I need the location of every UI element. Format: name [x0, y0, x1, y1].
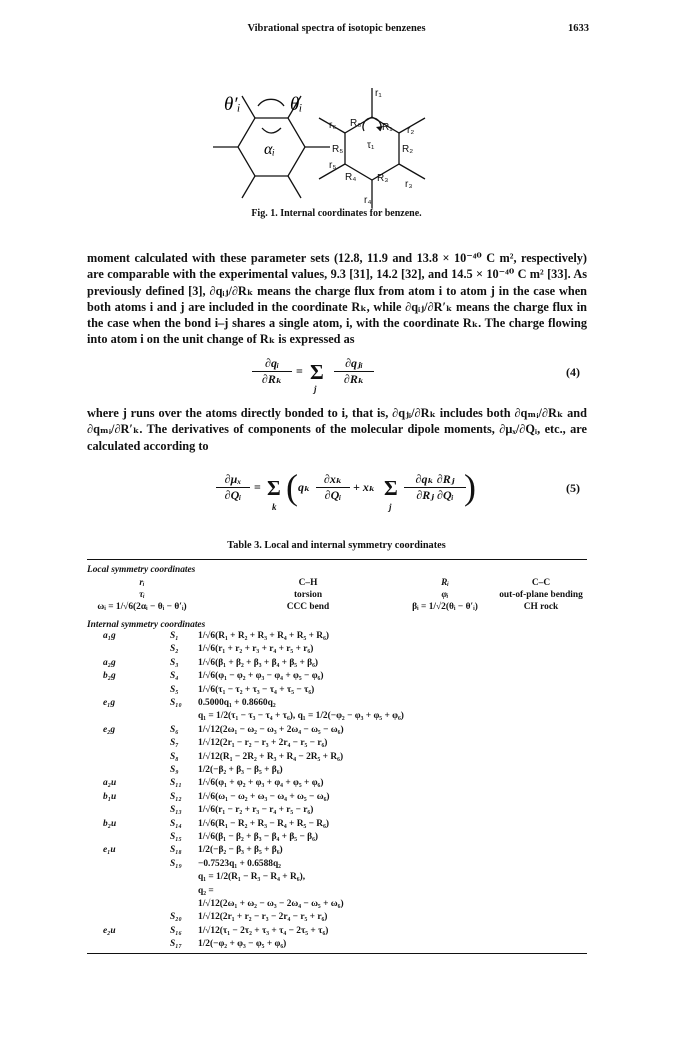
symmetry-coordinate-label: S₁₉ — [170, 859, 182, 869]
symmetry-coordinate-expression: 1/√6(φ₁ − φ₂ + φ₃ − φ₄ + φ₅ − φ₆) — [198, 671, 324, 681]
label-R5: R₅ — [332, 144, 344, 155]
label-r3: r₃ — [405, 179, 413, 190]
symmetry-coordinate-expression: 1/√12(τ₁ − 2τ₂ + τ₃ + τ₄ − 2τ₅ + τ₆) — [198, 926, 329, 936]
symmetry-coordinate-label: S₁₀ — [170, 698, 182, 708]
symmetry-coordinate-label: S₅ — [170, 685, 179, 695]
symmetry-coordinate-label: S₉ — [170, 765, 179, 775]
equation-5: ∂μₓ ∂Qᵢ = Σ k ( qₖ ∂xₖ ∂Qᵢ + xₖ Σ j ∂qₖ ∂Rⱼ ∂Rⱼ ∂Qᵢ ) — [216, 472, 476, 524]
symmetry-coordinate-label: S₈ — [170, 752, 179, 762]
symmetry-coordinate-expression: q₁ = 1/2(τ₁ − τ₃ − τ₄ + τ₆), q₁ = 1/2(−φ₂ − φ₃ + φ₅ + φ₆) — [198, 711, 404, 721]
label-r6: r₆ — [329, 120, 337, 131]
symmetry-coordinate-expression: 1/√6(r₁ + r₂ + r₃ + r₄ + r₅ + r₆) — [198, 644, 314, 654]
symmetry-coordinate-expression: 1/√12(2r₁ + r₂ − r₃ − 2r₄ − r₅ + r₆) — [198, 912, 328, 922]
local-symmetry-heading: Local symmetry coordinates — [87, 565, 196, 575]
symmetry-coordinate-expression: 1/√12(2r₁ − r₂ − r₃ + 2r₄ − r₅ − r₆) — [198, 738, 328, 748]
internal-symmetry-heading: Internal symmetry coordinates — [87, 620, 206, 630]
symmetry-coordinate-label: S₁₁ — [170, 778, 182, 788]
symmetry-coordinate-expression: q₂ = — [198, 886, 214, 896]
symmetry-coordinate-expression: 1/√6(R₁ − R₂ + R₃ − R₄ + R₅ − R₆) — [198, 819, 330, 829]
local-cell: CCC bend — [286, 602, 330, 612]
symmetry-coordinate-label: S₁₄ — [170, 819, 182, 829]
running-header-title: Vibrational spectra of isotopic benzenes — [247, 23, 426, 34]
symmetry-species: e₂g — [103, 725, 116, 735]
symmetry-coordinate-label: S₇ — [170, 738, 179, 748]
local-cell: rᵢ — [139, 578, 145, 588]
symmetry-coordinate-expression: 1/2(−β₂ − β₃ + β₅ + β₆) — [198, 845, 283, 855]
symmetry-coordinate-expression: 1/√12(R₁ − 2R₂ + R₃ + R₄ − 2R₅ + R₆) — [198, 752, 344, 762]
local-cell: out-of-plane bending — [499, 590, 583, 600]
symmetry-coordinate-label: S₂₀ — [170, 912, 182, 922]
local-cell: CH rock — [523, 602, 559, 612]
symmetry-coordinate-label: S₄ — [170, 671, 179, 681]
table-top-rule — [87, 559, 587, 560]
symmetry-coordinate-label: S₂ — [170, 644, 179, 654]
symmetry-species: a₂g — [103, 658, 116, 668]
label-R1: R₁ — [382, 122, 393, 133]
symmetry-coordinate-expression: 1/√12(2ω₁ − ω₂ − ω₃ + 2ω₄ − ω₅ − ω₆) — [198, 725, 344, 735]
symmetry-coordinate-expression: −0.7523q₁ + 0.6588q₂ — [198, 859, 281, 869]
table-bottom-rule — [87, 953, 587, 954]
symmetry-coordinate-label: S₁₅ — [170, 832, 182, 842]
equation-4: ∂qᵢ ∂Rₖ = Σ j ∂qⱼᵢ ∂Rₖ — [252, 356, 382, 396]
label-R4: R₄ — [345, 172, 357, 183]
body-paragraph-2: where j runs over the atoms directly bonded to i, that is, ∂qⱼᵢ/∂Rₖ includes both ∂qₘᵢ/∂Rₖ and ∂qₘᵢ/∂R′ₖ. The derivatives of components of the molecular dipole moments, ∂μₓ/∂Qᵢ, etc., are calculated according to — [87, 406, 587, 453]
symmetry-coordinate-label: S₁₆ — [170, 926, 182, 936]
symmetry-coordinate-expression: 1/√6(β₁ − β₂ + β₃ − β₄ + β₅ − β₆) — [198, 832, 319, 842]
figure-caption: Fig. 1. Internal coordinates for benzene. — [251, 208, 422, 219]
symmetry-species: e₁g — [103, 698, 116, 708]
table-caption: Table 3. Local and internal symmetry coordinates — [227, 540, 446, 551]
label-theta-i: θᵢ — [290, 94, 303, 115]
symmetry-coordinate-expression: 1/2(−β₂ + β₃ − β₅ + β₆) — [198, 765, 283, 775]
label-R3: R₃ — [377, 173, 389, 184]
symmetry-species: e₂u — [103, 926, 116, 936]
symmetry-coordinate-label: S₃ — [170, 658, 179, 668]
symmetry-species: a₂u — [103, 778, 117, 788]
page-number: 1633 — [568, 23, 589, 34]
local-cell: φᵢ — [441, 590, 449, 600]
local-cell: βᵢ = 1/√2(θᵢ − θ′ᵢ) — [412, 602, 478, 612]
label-R2: R₂ — [402, 144, 414, 155]
local-cell: C–C — [531, 578, 551, 588]
figure-internal-coordinates — [0, 0, 673, 230]
label-tau1: τ₁ — [367, 140, 375, 151]
symmetry-coordinate-expression: 1/√6(τ₁ − τ₂ + τ₃ − τ₄ + τ₅ − τ₆) — [198, 685, 315, 695]
symmetry-coordinate-label: S₁₇ — [170, 939, 182, 949]
label-alpha-i: αᵢ — [264, 141, 275, 158]
symmetry-coordinate-expression: 1/√6(R₁ + R₂ + R₃ + R₄ + R₅ + R₆) — [198, 631, 330, 641]
symmetry-coordinate-expression: 1/√6(β₁ + β₂ + β₃ + β₄ + β₅ + β₆) — [198, 658, 319, 668]
symmetry-coordinate-label: S₁₃ — [170, 805, 182, 815]
label-r2: r₂ — [407, 125, 415, 136]
equation-5-number: (5) — [566, 481, 580, 495]
symmetry-coordinate-expression: 0.5000q₁ + 0.8660q₂ — [198, 698, 276, 708]
symmetry-species: b₁u — [103, 792, 117, 802]
symmetry-coordinate-label: S₆ — [170, 725, 179, 735]
local-cell: torsion — [293, 590, 323, 600]
local-cell: C–H — [298, 578, 318, 588]
symmetry-species: b₂u — [103, 819, 117, 829]
symmetry-coordinate-expression: 1/√12(2ω₁ + ω₂ − ω₃ − 2ω₄ − ω₅ + ω₆) — [198, 899, 344, 909]
symmetry-coordinate-label: S₁₂ — [170, 792, 182, 802]
symmetry-coordinate-label: S₁ — [170, 631, 179, 641]
symmetry-coordinate-expression: 1/√6(ω₁ − ω₂ + ω₃ − ω₄ + ω₅ − ω₆) — [198, 792, 330, 802]
symmetry-coordinate-expression: 1/2(−φ₂ + φ₃ − φ₅ + φ₆) — [198, 939, 287, 949]
local-cell: ωᵢ = 1/√6(2αᵢ − θᵢ − θ′ᵢ) — [97, 602, 187, 612]
local-cell: Rᵢ — [441, 578, 449, 588]
symmetry-coordinate-expression: 1/√6(r₁ − r₂ + r₃ − r₄ + r₅ − r₆) — [198, 805, 314, 815]
label-theta-i-prime: θ′ᵢ — [224, 94, 241, 115]
label-r5: r₅ — [329, 160, 337, 171]
symmetry-coordinate-expression: 1/√6(φ₁ + φ₂ + φ₃ + φ₄ + φ₅ + φ₆) — [198, 778, 324, 788]
symmetry-coordinate-label: S₁₈ — [170, 845, 182, 855]
symmetry-coordinate-expression: q₁ = 1/2(R₁ − R₃ − R₄ + R₆), — [198, 872, 306, 882]
label-r4: r₄ — [364, 195, 372, 206]
label-R6: R₆ — [350, 118, 362, 129]
equation-4-number: (4) — [566, 365, 580, 379]
symmetry-species: b₂g — [103, 671, 116, 681]
label-r1: r₁ — [375, 88, 382, 99]
local-cell: τᵢ — [139, 590, 145, 600]
symmetry-species: e₁u — [103, 845, 116, 855]
body-paragraph-1: moment calculated with these parameter sets (12.8, 11.9 and 13.8 × 10⁻⁴⁰ C m², respectively) are comparable with the experimental values, 9.3 [31], 14.2 [32], and 14.5 × 10⁻⁴⁰ C m² [33]. As previously defined [3], ∂qᵢⱼ/∂Rₖ means the charge flux from atom i to atom j in the case when both atoms i and j are included in the coordinate Rₖ, while ∂qᵢⱼ/∂R′ₖ means the charge flux in the case when the bond i–j shares a single atom, i, with the coordinate Rₖ. The charge flowing into atom i on the unit change of Rₖ is expressed as — [87, 251, 587, 347]
symmetry-species: a₁g — [103, 631, 116, 641]
